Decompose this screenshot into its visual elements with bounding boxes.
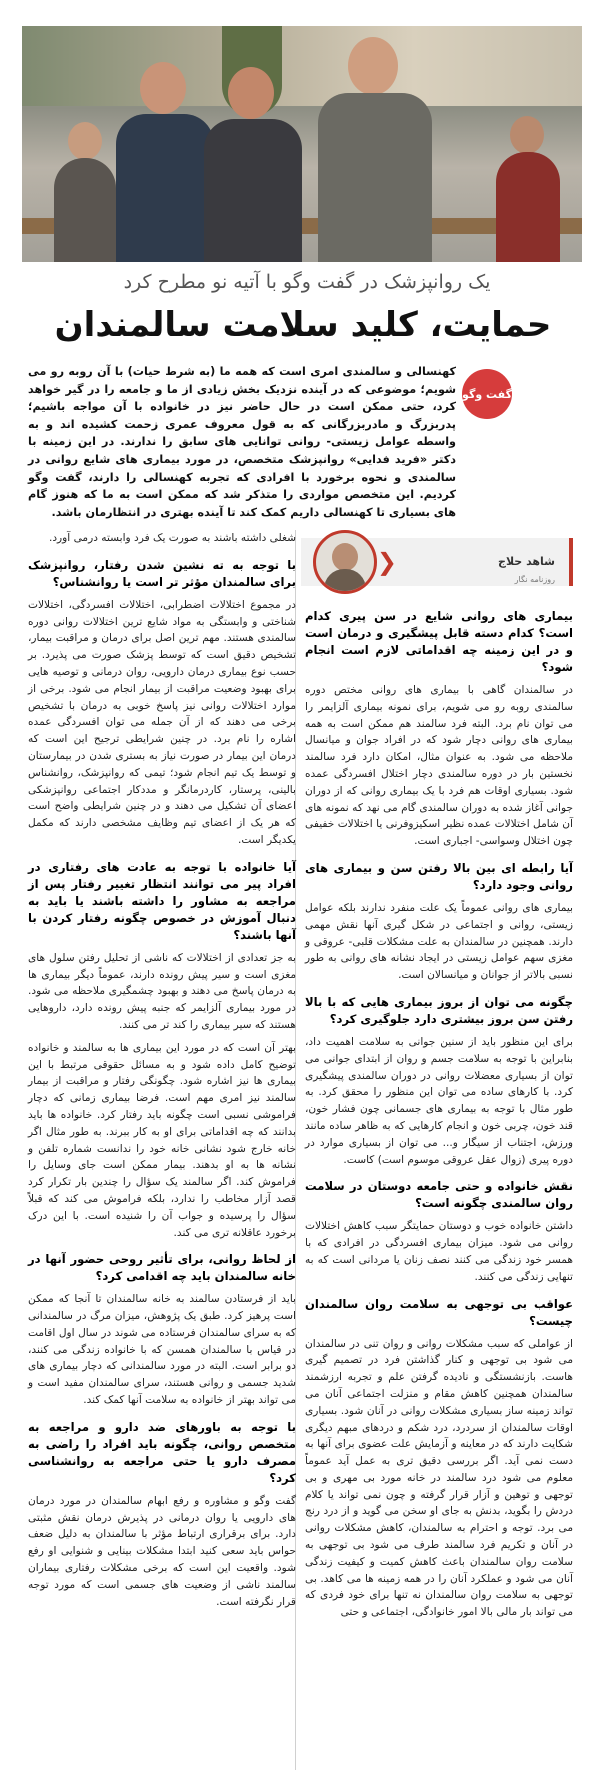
photo-person [310, 37, 440, 262]
page-title: حمایت، کلید سلامت سالمندان [54, 305, 552, 345]
right-column-body [305, 608, 573, 1621]
question-heading: چگونه می توان از بروز بیماری هایی که با بالا رفتن سن بروز بیشتری دارد جلوگیری کرد؟ [305, 994, 573, 1026]
question-heading: با توجه به ته نشین شدن رفتار، روانپزشک برای سالمندان مؤثر تر است یا روانشناس؟ [28, 557, 296, 589]
question-heading: با توجه به باورهای ضد دارو و مراجعه به متخصص روانی، چگونه باید افراد را راضی به مصرف دارو یا حتی مراجعه به روانشناسی کرد؟ [28, 1419, 296, 1485]
author-box [305, 530, 573, 594]
answer-paragraph: داشتن خانواده خوب و دوستان حمایتگر سبب کاهش اختلالات روانی می شود. میزان بیماری افسردگی در افرادی که با همسر خود زندگی می کنند نصف زنان یا مردانی است که به تنهایی زندگی می کنند. [305, 1220, 573, 1283]
author-name: شاهد حلاج [498, 555, 555, 568]
left-column [28, 530, 296, 1616]
answer-paragraph: بهتر آن است که در مورد این بیماری ها به سالمند و خانواده توضیح کامل داده شود و به مسائل حقوقی مرتبط با این بیماری ها نیز اشاره شود. چگونگی رفتار و مراقبت از بیمار سالمند نیز امری مهم است. فرضا بیماری زمانی که دچار فراموشی نسبی است چگونه باید رفتار کرد. خانواده ها باید بدانند که چه اقداماتی برای او به کار ببرند. به طور مثال اگر خانه خارج شود نشانی خانه خود را ندانست شماره تلفن و نشانه ها به او بدهند. بیمار ممکن است جای وسایل را فراموش کند. اگر سالمند یک سؤال را چندین بار تکرار کرد قصد آزار مخاطب را ندارد، بلکه فراموش می کند که قبلاً سؤال را پرسیده و جواب آن را شنیده است. با این درک برخورد عاقلانه تری می کند. [28, 1041, 296, 1239]
question-heading: آیا خانواده با توجه به عادت های رفتاری در افراد پیر می توانند انتظار تغییر رفتار پس از مراجعه به مشاور را داشته باشند یا باید به دنبال آموزش در خصوص چگونه رفتار کردن با آنها باشند؟ [28, 859, 296, 942]
answer-paragraph: برای این منظور باید از سنین جوانی به سلامت اهمیت داد، بنابراین با توجه به سلامت جسم و روان از ابتدای جوانی می توان از بسیاری معضلات روانی در دوران سالمندی پیشگیری کرد. با کارهای ساده می توان این منظور را محقق کرد. به طور مثال با توجه به بیماری های جسمانی چون فشار خون، قند خون، چربی خون و انجام کارهایی که به ظاهر ساده مانند ورزش، اجتناب از سیگار و... می توان از بسیاری موارد در دوره پیری (زوال عقل عروقی موسوم است) کاست. [305, 1035, 573, 1166]
answer-paragraph: باید از فرستادن سالمند به خانه سالمندان تا آنجا که ممکن است پرهیز کرد. طبق یک پژوهش، میزان مرگ در سالمندانی که به سرای سالمندان فرستاده می شوند در سال اول اقامت در قیاس با سالمندان همسن که با خانواده زندگی می کنند، دو برابر است. البته در مورد سالمندانی که دچار بیماری های شدید جسمی و روانی هستند، سرای سالمندان مفید است و می تواند بهتر از خانواده به سلامت آنها کمک کند. [28, 1293, 296, 1407]
interview-badge: گفت وگو [462, 369, 512, 419]
answer-paragraph: شغلی داشته باشند به صورت یک فرد وابسته درمی آورد. [48, 532, 296, 544]
answer-paragraph: به جز تعدادی از اختلالات که ناشی از تحلیل رفتن سلول های مغزی است و سیر پیش رونده دارند، عموماً دیگر بیماری ها به درمان پاسخ می دهند و بهبود چشمگیری ملاحظه می شود. در مورد بیماری آلزایمر که جنبه پیش رونده دارد، داروهایی هستند که سیر بیماری را کند تر می کنند. [28, 951, 296, 1031]
article-photo [22, 26, 582, 262]
answer-paragraph: در سالمندان گاهی با بیماری های روانی مختص دوره سالمندی روبه رو می شویم، برای نمونه بیماری آلزایمر را می توان نام برد. البته فرد سالمند هم ممکن است به همه بیماری های روانی دچار شود که در افراد جوان و میانسال ملاحظه می شود. به عنوان مثال، امکان دارد فرد سالمند نخستین بار در دوره سالمندی دچار اختلال افسردگی عمده شود. بسیاری اوقات هم فرد با یک بیماری روانی که از دوران جوانی آغاز شده به دوران سالمندی گام می نهد که نمونه های آن شامل اختلالات عمده نظیر اسکیزوفرنی یا اختلالات خفیفی چون اختلال وسواسی- اجباری است. [305, 684, 573, 848]
question-heading: بیماری های روانی شایع در سن پیری کدام است؟ کدام دسته قابل پیشگیری و درمان است و در این زمینه چه اقداماتی لازم است انجام شود؟ [305, 609, 573, 674]
photo-person [494, 102, 564, 262]
right-column [305, 530, 573, 1627]
left-column-body [28, 530, 296, 1610]
headline-kicker: یک روانپزشک در گفت وگو با آتیه نو مطرح کرد [123, 271, 491, 293]
answer-paragraph: بیماری های روانی عموماً یک علت منفرد ندارند بلکه عوامل زیستی، روانی و اجتماعی در شکل گیری آنها نقش مهمی دارند. همچنین در سالمندان به علت مشکلات قلبی- عروقی و مغزی سهم عوامل زیستی در ایجاد نشانه های روانی به طور نسبی بالاتر از جوانان و میانسالان است. [305, 901, 573, 982]
chevron-left-icon: ❮ [376, 548, 397, 576]
photo-person [198, 67, 308, 262]
question-heading: نقش خانواده و حتی جامعه دوستان در سلامت روان سالمندی چگونه است؟ [305, 1179, 573, 1211]
answer-paragraph: در مجموع اختلالات اضطرابی، اختلالات افسردگی، اختلالات شناختی و وابستگی به مواد شایع ترین اختلالات روانی دوره سالمندی هستند. مهم ترین اصل برای درمان و مراقبت بیمار، تشخیص دقیق است که توسط پزشک صورت می پذیرد. بر حسب نوع بیماری درمان دارویی، روان درمانی و توصیه هایی برای بهبود وضعیت مراقبت از بیمار انجام می شود. برخی از موارد اختلالات روانی نیز پاسخ خوبی به درمان با تشخیص برخی می دهند که از آن جمله می توان افسردگی عمده اشاره را نام برد. در چنین شرایطی ترجیح این است که درمان این بیمار در صورت نیاز به بستری شدن در بیمارستان و توسط یک تیم انجام شود؛ تیمی که روانپزشک، روانشناس بالینی، پرستار، کاردرمانگر و مددکار اجتماعی روانپزشکی اعضای آن تشکیل می دهند و در چنین شرایطی واضح است که هر یک از اعضای تیم وظایف مشخصی دارند که مکمل یکدیگر است. [28, 598, 296, 846]
question-heading: عواقب بی توجهی به سلامت روان سالمندان چیست؟ [305, 1296, 573, 1328]
question-heading: آیا رابطه ای بین بالا رفتن سن و بیماری های روانی وجود دارد؟ [305, 860, 573, 892]
answer-paragraph: از عواملی که سبب مشکلات روانی و روان تنی در سالمندان می شود بی توجهی و کنار گذاشتن فرد در تصمیم گیری هاست. بازنشستگی و نادیده گرفتن علم و تجربه ارزشمند سالمندان همچنین کاهش مقام و منزلت اجتماعی آنان می تواند زمینه ساز بسیاری مشکلات روانی در آنان شود. بسیاری اوقات سالمندان از سردرد، درد شکم و دردهای مبهم دیگری شکایت دارند که در معاینه و آزمایش علت عضوی برای آنها به دست نمی آید. اگر بررسی دقیق تری به عمل آید عموماً معلوم می شود درد سالمند در خانه مورد بی مهری و بی توجهی و توهین و آزار قرار گرفته و چون نمی تواند یا کلام دردش را بگوید، بدنش به جای او سخن می گوید و از درد رنج می برد. توجه و احترام به سالمندان، کاهش مشکلات روانی در آنان و تکریم فرد سالمند طرف می شود بی توجهی به سلامت روان سالمندان باعث کاهش کمیت و کیفیت زندگی آنان می شود و عملکرد آنان را در همه زمینه ها می کاهد. بی توجهی به سلامت روان سالمندان نه تنها برای خود فردی که می تواند بار مالی بالا امور خانوادگی، اجتماعی و حتی [305, 1337, 573, 1619]
answer-paragraph: گفت وگو و مشاوره و رفع ابهام سالمندان در مورد درمان های دارویی یا روان درمانی در پذیرش درمان نقش مثبتی دارد. برای برقراری ارتباط مؤثر با سالمندان به دلیل ضعف حواس باید سعی کنید ابتدا مشکلات بینایی و شنوایی او رفع شود. واقعیت این است که برخی مشکلات رفتاری بیماران سالمند ناشی از وضعیت های جسمی است که مورد توجه قرار نگرفته است. [28, 1494, 296, 1608]
article-intro: کهنسالی و سالمندی امری است که همه ما (به شرط حیات) با آن روبه رو می شویم؛ موضوعی که در آینده نزدیک بخش زیادی از ما و جامعه را در گیر خواهد کرد، حتی ممکن است در حال حاضر نیز در خانواده با آن مواجه باشیم؛ پدربزرگ و مادربزرگانی که به قول معروف عمری زحمت کشیده اند و به واسطه عوامل زیستی- روانی توانایی های سابق را ندارند. در این زمینه با دکتر «فرید فدایی» روانپزشک متخصص، در مورد بیماری های شایع روانی در سالمندی و نحوه برخورد با افرادی که تجربه کهنسالی را دارند، گفت وگو کردیم. این متخصص مواردی را متذکر شد که ممکن است به ما که هنوز گام های بسیاری تا کهنسالی داریم کمک کند تا آینده بهتری در انتظارمان باشد. [28, 365, 456, 519]
author-role: روزنامه نگار [514, 575, 555, 584]
author-avatar [313, 530, 377, 594]
question-heading: از لحاظ روانی، برای تأثیر روحی حضور آنها در خانه سالمندان باید چه اقدامی کرد؟ [28, 1252, 296, 1284]
